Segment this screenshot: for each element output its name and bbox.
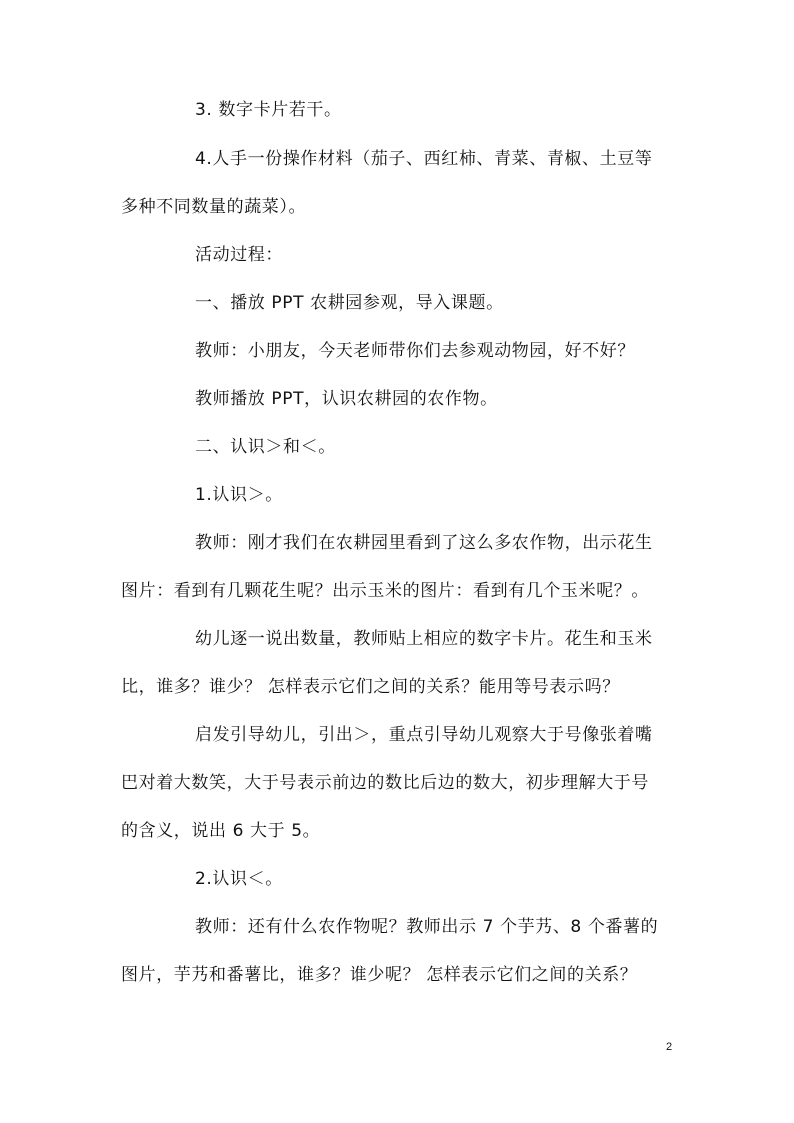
- text-line: 1.认识＞。: [195, 485, 283, 505]
- text-line: 启发引导幼儿，引出＞，重点引导幼儿观察大于号像张着嘴: [195, 725, 653, 745]
- text-line: 多种不同数量的蔬菜）。: [121, 197, 307, 217]
- text-line: 图片：看到有几颗花生呢？出示玉米的图片：看到有几个玉米呢？。: [121, 581, 649, 601]
- text-line: 二、认识＞和＜。: [195, 437, 336, 457]
- text-line: 图片，芋艿和番薯比，谁多？谁少呢？ 怎样表示它们之间的关系？: [121, 965, 638, 985]
- text-line: 的含义，说出 6 大于 5。: [121, 821, 321, 841]
- text-line: 教师播放 PPT，认识农耕园的农作物。: [195, 389, 498, 409]
- text-line: 一、播放 PPT 农耕园参观，导入课题。: [195, 293, 504, 313]
- text-line: 3. 数字卡片若干。: [195, 100, 342, 120]
- text-line: 教师：还有什么农作物呢？教师出示 7 个芋艿、8 个番薯的: [195, 917, 659, 937]
- text-line: 巴对着大数笑，大于号表示前边的数比后边的数大，初步理解大于号: [121, 773, 649, 793]
- text-line: 比，谁多？谁少？ 怎样表示它们之间的关系？能用等号表示吗？: [121, 677, 620, 697]
- text-line: 教师：小朋友，今天老师带你们去参观动物园，好不好？: [195, 341, 635, 361]
- text-line: 幼儿逐一说出数量，教师贴上相应的数字卡片。花生和玉米: [195, 629, 653, 649]
- text-line: 4.人手一份操作材料（茄子、西红柿、青菜、青椒、土豆等: [195, 149, 653, 169]
- text-line: 2.认识＜。: [195, 869, 283, 889]
- text-line: 教师：刚才我们在农耕园里看到了这么多农作物，出示花生: [195, 533, 653, 553]
- page-number: 2: [666, 1041, 673, 1053]
- text-line: 活动过程：: [195, 245, 283, 265]
